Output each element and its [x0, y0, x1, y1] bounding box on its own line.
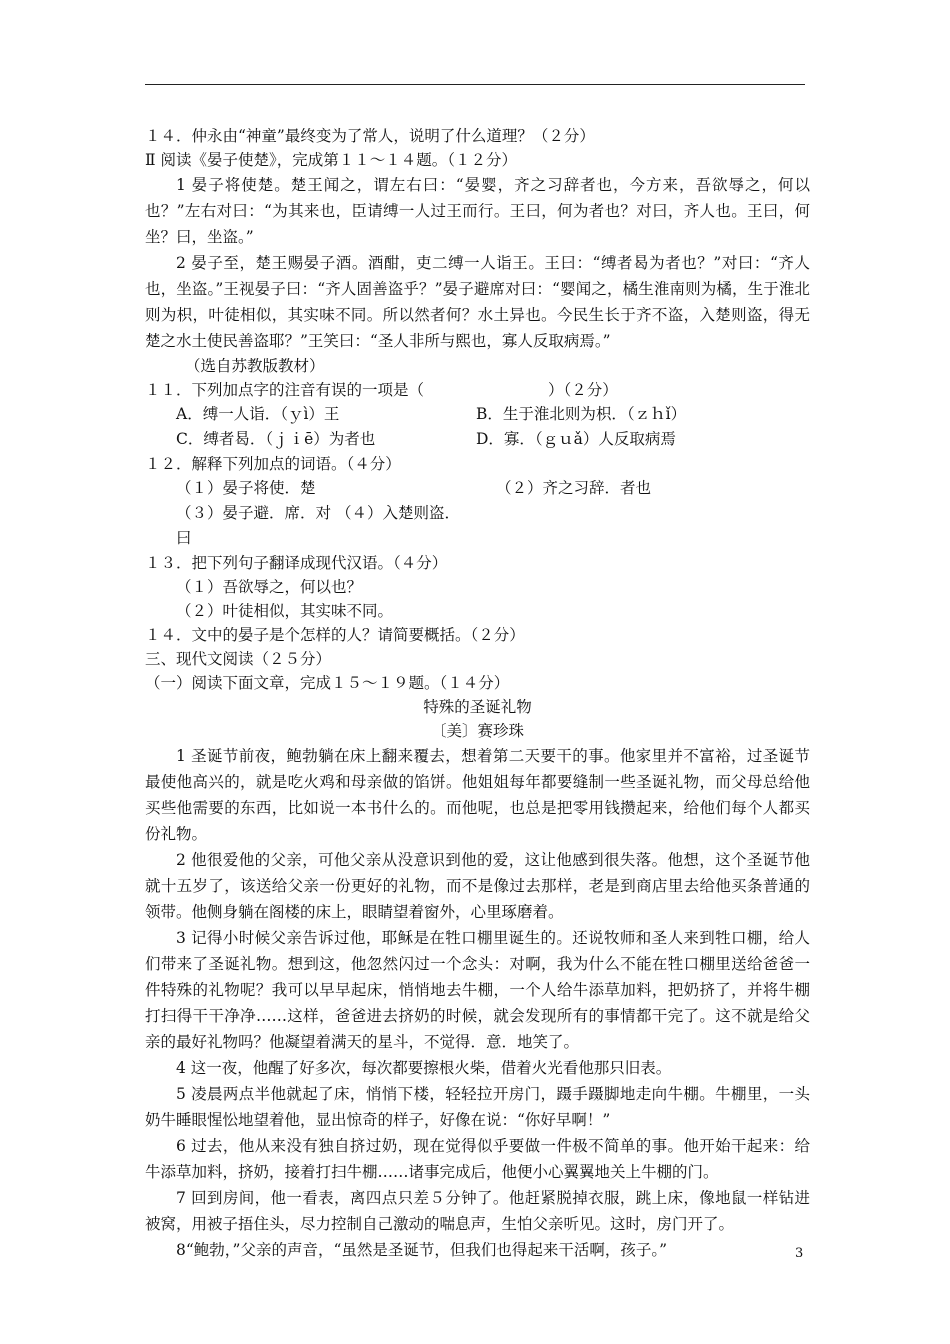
- article-paragraph-6: 6 过去，他从来没有独自挤过奶，现在觉得似乎要做一件极不简单的事。他开始干起来：给牛添草加料，挤奶，接着打扫牛棚……诸事完成后，他便小心翼翼地关上牛棚的门。: [145, 1137, 810, 1181]
- question-12-item-4: （４）入楚则盗．: [336, 504, 461, 522]
- question-12: １２．解释下列加点的词语。（４分）: [145, 455, 401, 473]
- question-11-options-row-1: [145, 402, 810, 427]
- article-paragraph-3: 3 记得小时候父亲告诉过他，耶稣是在牲口棚里诞生的。还说牧师和圣人来到牲口棚，给人们带来了圣诞礼物。想到这，他忽然闪过一个念头：对啊，我为什么不能在牲口棚里送给爸爸一件特殊的礼物呢？我可以早早起床，悄悄地去牛棚，一个人给牛添草加料，把奶挤了，并将牛棚打扫得干干净净……这样，爸爸进去挤奶的时候，就会发现所有的事情都干完了。这不就是给父亲的最好礼物吗？他凝望着满天的星斗，不觉得．意．地笑了。: [145, 929, 810, 1051]
- article-paragraph-2: 2 他很爱他的父亲，可他父亲从没意识到他的爱，这让他感到很失落。他想，这个圣诞节他就十五岁了，该送给父亲一份更好的礼物，而不是像过去那样，老是到商店里去给他买条普通的领带。他侧身躺在阁楼的床上，眼睛望着窗外，心里琢磨着。: [145, 851, 810, 921]
- question-13-item-2: （２）叶徒相似，其实味不同。: [176, 602, 394, 620]
- article-title: 特殊的圣诞礼物: [423, 698, 532, 716]
- passage-paragraph-2: 2 晏子至，楚王赐晏子酒。酒酣，吏二缚一人诣王。王曰：“缚者曷为者也？”对曰：“齐人也，坐盗。”王视晏子曰：“齐人固善盗乎？”晏子避席对曰：“婴闻之，橘生淮南则为橘，生于淮北则为枳，叶徒相似，其实味不同。所以然者何？水土异也。今民生长于齐不盗，入楚则盗，得无楚之水土使民善盗耶？”王笑曰：“圣人非所与熙也，寡人反取病焉。”: [145, 254, 810, 350]
- question-12-row-1: [145, 476, 810, 501]
- document-body: [145, 124, 810, 1263]
- question-12-item-3: （３）晏子避．席．对曰: [176, 504, 332, 547]
- option-c: C．缚者曷．（ｊｉē）为者也: [176, 430, 376, 448]
- article-paragraph-4: 4 这一夜，他醒了好多次，每次都要擦根火柴，借着火光看他那只旧表。: [176, 1059, 672, 1077]
- option-d: D．寡．（ｇｕǎ）人反取病焉: [476, 430, 676, 448]
- question-11-options-row-2: [145, 427, 810, 452]
- question-14: １４．文中的晏子是个怎样的人？请简要概括。（２分）: [145, 626, 525, 644]
- article-author: 〔美〕赛珍珠: [430, 722, 524, 740]
- article-paragraph-8: 8“鲍勃，”父亲的声音，“虽然是圣诞节，但我们也得起来干活啊，孩子。”: [176, 1241, 668, 1259]
- section-2-heading: Ⅱ 阅读《晏子使楚》，完成第１１～１４题。（１２分）: [145, 151, 517, 169]
- header-rule: [145, 84, 805, 85]
- question-14-previous: １４．仲永由“神童”最终变为了常人，说明了什么道理？（２分）: [145, 127, 595, 145]
- article-paragraph-5: 5 凌晨两点半他就起了床，悄悄下楼，轻轻拉开房门，蹑手蹑脚地走向牛棚。牛棚里，一头奶牛睡眼惺忪地望着他，显出惊奇的样子，好像在说：“你好早啊！”: [145, 1085, 810, 1129]
- option-b: B．生于淮北则为枳．（ｚｈǐ）: [476, 405, 687, 423]
- article-paragraph-7: 7 回到房间，他一看表，离四点只差５分钟了。他赶紧脱掉衣服，跳上床，像地鼠一样钻进被窝，用被子捂住头，尽力控制自己激动的喘息声，生怕父亲听见。这时，房门开了。: [145, 1189, 810, 1233]
- question-12-item-1: （１）晏子将使．楚: [176, 479, 316, 497]
- part-1-heading: （一）阅读下面文章，完成１５～１９题。（１４分）: [145, 674, 510, 692]
- section-3-heading: 三、现代文阅读（２５分）: [145, 650, 332, 668]
- article-paragraph-1: 1 圣诞节前夜，鲍勃躺在床上翻来覆去，想着第二天要干的事。他家里并不富裕，过圣诞节最使他高兴的，就是吃火鸡和母亲做的馅饼。他姐姐每年都要缝制一些圣诞礼物，而父母总给他买些他需要的东西，比如说一本书什么的。而他呢，也总是把零用钱攒起来，给他们每个人都买份礼物。: [145, 747, 810, 843]
- option-a: A．缚一人诣．（ｙì）王: [176, 405, 340, 423]
- question-13-item-1: （１）吾欲辱之，何以也？: [176, 578, 363, 596]
- passage-paragraph-1: 1 晏子将使楚。楚王闻之，谓左右曰：“晏婴，齐之习辞者也，今方来，吾欲辱之，何以也？”左右对曰：“为其来也，臣请缚一人过王而行。王曰，何为者也？对曰，齐人也。王曰，何坐？曰，坐盗。”: [145, 176, 810, 246]
- page-number: 3: [795, 1246, 804, 1261]
- question-12-row-2: [145, 501, 810, 551]
- source-note: （选自苏教版教材）: [185, 357, 325, 375]
- question-13: １３．把下列句子翻译成现代汉语。（４分）: [145, 554, 448, 572]
- question-11: １１．下列加点字的注音有误的一项是（ ）（２分）: [145, 381, 618, 399]
- question-12-item-2: （２）齐之习辞．者也: [496, 479, 652, 497]
